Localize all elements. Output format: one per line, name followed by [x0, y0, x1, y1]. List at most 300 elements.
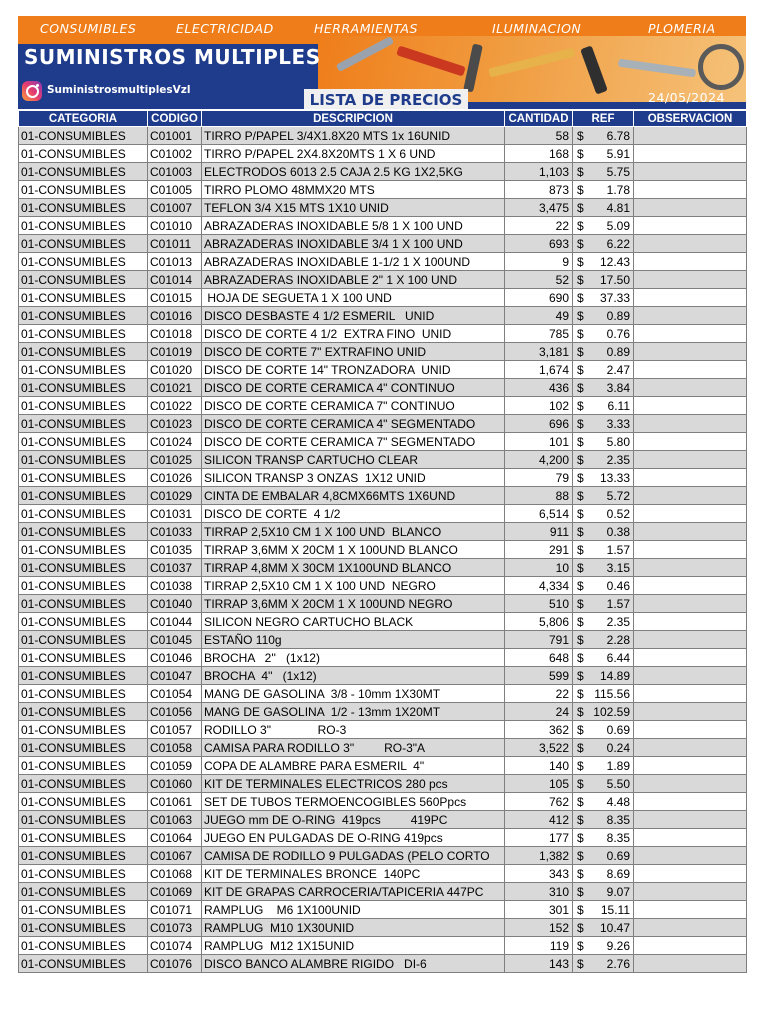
- cell-ref: [573, 379, 634, 397]
- cell-codigo: C01011: [148, 235, 202, 253]
- cell-observacion: [634, 163, 747, 181]
- cell-ref: [573, 145, 634, 163]
- cell-ref: [573, 415, 634, 433]
- cell-descripcion: ABRAZADERAS INOXIDABLE 3/4 1 X 100 UND: [202, 235, 505, 253]
- cell-cantidad: 58: [505, 127, 573, 145]
- currency-symbol: $: [577, 236, 584, 251]
- cell-categoria: 01-CONSUMIBLES: [19, 541, 148, 559]
- cell-observacion: [634, 253, 747, 271]
- cell-codigo: C01018: [148, 325, 202, 343]
- cell-descripcion: DISCO DE CORTE CERAMICA 4" CONTINUO: [202, 379, 505, 397]
- currency-symbol: $: [577, 722, 584, 737]
- ref-price: 2.47: [606, 362, 630, 377]
- table-row: [19, 883, 747, 901]
- cell-codigo: C01019: [148, 343, 202, 361]
- cell-observacion: [634, 523, 747, 541]
- cell-descripcion: RAMPLUG M12 1X15UNID: [202, 937, 505, 955]
- ref-price: 2.35: [606, 614, 630, 629]
- cell-ref: [573, 649, 634, 667]
- cell-cantidad: 10: [505, 559, 573, 577]
- cell-cantidad: 4,200: [505, 451, 573, 469]
- currency-symbol: $: [577, 290, 584, 305]
- cell-cantidad: 3,522: [505, 739, 573, 757]
- cell-observacion: [634, 559, 747, 577]
- cell-ref: [573, 505, 634, 523]
- currency-symbol: $: [577, 740, 584, 755]
- table-row: [19, 523, 747, 541]
- table-row: [19, 271, 747, 289]
- ref-price: 0.69: [606, 722, 630, 737]
- cell-codigo: C01058: [148, 739, 202, 757]
- cell-cantidad: 762: [505, 793, 573, 811]
- ref-price: 8.69: [606, 866, 630, 881]
- cell-codigo: C01003: [148, 163, 202, 181]
- ref-price: 0.89: [606, 308, 630, 323]
- currency-symbol: $: [577, 380, 584, 395]
- table-row: [19, 235, 747, 253]
- cell-observacion: [634, 361, 747, 379]
- cell-categoria: 01-CONSUMIBLES: [19, 685, 148, 703]
- cell-categoria: 01-CONSUMIBLES: [19, 433, 148, 451]
- cell-codigo: C01038: [148, 577, 202, 595]
- table-row: [19, 577, 747, 595]
- cell-codigo: C01001: [148, 127, 202, 145]
- cell-descripcion: MANG DE GASOLINA 1/2 - 13mm 1X20MT: [202, 703, 505, 721]
- table-row: [19, 505, 747, 523]
- ref-price: 2.35: [606, 452, 630, 467]
- cell-observacion: [634, 289, 747, 307]
- ref-price: 2.76: [606, 956, 630, 971]
- cell-ref: [573, 343, 634, 361]
- currency-symbol: $: [577, 632, 584, 647]
- table-row: [19, 325, 747, 343]
- cell-descripcion: HOJA DE SEGUETA 1 X 100 UND: [202, 289, 505, 307]
- cell-descripcion: KIT DE TERMINALES ELECTRICOS 280 pcs: [202, 775, 505, 793]
- cell-descripcion: RODILLO 3" RO-3: [202, 721, 505, 739]
- column-header-ref: REF: [573, 111, 634, 127]
- cell-categoria: 01-CONSUMIBLES: [19, 811, 148, 829]
- ref-price: 9.07: [606, 884, 630, 899]
- table-row: [19, 397, 747, 415]
- cell-categoria: 01-CONSUMIBLES: [19, 883, 148, 901]
- instagram-icon: [22, 81, 42, 101]
- table-row: [19, 379, 747, 397]
- cell-observacion: [634, 883, 747, 901]
- cell-categoria: 01-CONSUMIBLES: [19, 181, 148, 199]
- cell-codigo: C01031: [148, 505, 202, 523]
- cell-descripcion: JUEGO mm DE O-RING 419pcs 419PC: [202, 811, 505, 829]
- cell-categoria: 01-CONSUMIBLES: [19, 235, 148, 253]
- cell-cantidad: 690: [505, 289, 573, 307]
- table-row: [19, 559, 747, 577]
- cell-ref: [573, 919, 634, 937]
- cell-descripcion: TIRRO PLOMO 48MMX20 MTS: [202, 181, 505, 199]
- cell-categoria: 01-CONSUMIBLES: [19, 757, 148, 775]
- cell-codigo: C01016: [148, 307, 202, 325]
- page-title: LISTA DE PRECIOS: [309, 91, 463, 109]
- cell-categoria: 01-CONSUMIBLES: [19, 505, 148, 523]
- cell-codigo: C01005: [148, 181, 202, 199]
- ref-price: 1.57: [606, 596, 630, 611]
- currency-symbol: $: [577, 362, 584, 377]
- currency-symbol: $: [577, 128, 584, 143]
- currency-symbol: $: [577, 956, 584, 971]
- ref-price: 17.50: [599, 272, 630, 287]
- ref-price: 0.52: [606, 506, 630, 521]
- currency-symbol: $: [577, 920, 584, 935]
- currency-symbol: $: [577, 794, 584, 809]
- ref-price: 9.26: [606, 938, 630, 953]
- currency-symbol: $: [577, 398, 584, 413]
- table-row: [19, 307, 747, 325]
- cell-categoria: 01-CONSUMIBLES: [19, 199, 148, 217]
- currency-symbol: $: [577, 848, 584, 863]
- cell-cantidad: 785: [505, 325, 573, 343]
- cell-cantidad: 152: [505, 919, 573, 937]
- cell-ref: [573, 289, 634, 307]
- cell-cantidad: 177: [505, 829, 573, 847]
- cell-categoria: 01-CONSUMIBLES: [19, 559, 148, 577]
- cell-descripcion: DISCO DE CORTE CERAMICA 7" CONTINUO: [202, 397, 505, 415]
- cell-observacion: [634, 505, 747, 523]
- currency-symbol: $: [577, 902, 584, 917]
- cell-descripcion: DISCO DE CORTE 4 1/2 EXTRA FINO UNID: [202, 325, 505, 343]
- cell-ref: [573, 865, 634, 883]
- table-row: [19, 631, 747, 649]
- cell-descripcion: CINTA DE EMBALAR 4,8CMX66MTS 1X6UND: [202, 487, 505, 505]
- ref-price: 3.33: [606, 416, 630, 431]
- cell-ref: [573, 433, 634, 451]
- cell-descripcion: SILICON NEGRO CARTUCHO BLACK: [202, 613, 505, 631]
- currency-symbol: $: [577, 146, 584, 161]
- table-row: [19, 703, 747, 721]
- cell-ref: [573, 595, 634, 613]
- cell-codigo: C01025: [148, 451, 202, 469]
- currency-symbol: $: [577, 578, 584, 593]
- cell-cantidad: 696: [505, 415, 573, 433]
- spanner-icon: [618, 59, 696, 78]
- cell-codigo: C01059: [148, 757, 202, 775]
- ref-price: 0.24: [606, 740, 630, 755]
- cell-ref: [573, 199, 634, 217]
- table-row: [19, 865, 747, 883]
- cell-categoria: 01-CONSUMIBLES: [19, 775, 148, 793]
- cell-ref: [573, 847, 634, 865]
- currency-symbol: $: [577, 506, 584, 521]
- ref-price: 0.76: [606, 326, 630, 341]
- cell-observacion: [634, 811, 747, 829]
- cell-observacion: [634, 469, 747, 487]
- cell-codigo: C01024: [148, 433, 202, 451]
- cell-categoria: 01-CONSUMIBLES: [19, 379, 148, 397]
- cell-codigo: C01064: [148, 829, 202, 847]
- cell-codigo: C01057: [148, 721, 202, 739]
- cell-cantidad: 1,674: [505, 361, 573, 379]
- cell-ref: [573, 325, 634, 343]
- cell-cantidad: 510: [505, 595, 573, 613]
- cell-codigo: C01067: [148, 847, 202, 865]
- cell-ref: [573, 307, 634, 325]
- cell-observacion: [634, 775, 747, 793]
- table-row: [19, 181, 747, 199]
- table-row: [19, 199, 747, 217]
- cell-ref: [573, 397, 634, 415]
- cell-observacion: [634, 235, 747, 253]
- cell-codigo: C01014: [148, 271, 202, 289]
- cell-categoria: 01-CONSUMIBLES: [19, 721, 148, 739]
- cell-ref: [573, 523, 634, 541]
- ref-price: 5.75: [606, 164, 630, 179]
- ref-price: 15.11: [600, 902, 630, 917]
- cell-observacion: [634, 127, 747, 145]
- table-row: [19, 163, 747, 181]
- cell-codigo: C01037: [148, 559, 202, 577]
- cell-observacion: [634, 703, 747, 721]
- ref-price: 5.50: [606, 776, 630, 791]
- cell-codigo: C01013: [148, 253, 202, 271]
- saw-icon: [488, 47, 576, 77]
- table-row: [19, 721, 747, 739]
- cell-ref: [573, 181, 634, 199]
- currency-symbol: $: [577, 326, 584, 341]
- cell-codigo: C01061: [148, 793, 202, 811]
- cell-ref: [573, 487, 634, 505]
- cell-observacion: [634, 721, 747, 739]
- cell-categoria: 01-CONSUMIBLES: [19, 901, 148, 919]
- cell-categoria: 01-CONSUMIBLES: [19, 253, 148, 271]
- cell-categoria: 01-CONSUMIBLES: [19, 937, 148, 955]
- cell-categoria: 01-CONSUMIBLES: [19, 829, 148, 847]
- currency-symbol: $: [577, 416, 584, 431]
- cell-observacion: [634, 901, 747, 919]
- page-header: [18, 16, 746, 109]
- cell-codigo: C01020: [148, 361, 202, 379]
- cell-categoria: 01-CONSUMIBLES: [19, 595, 148, 613]
- cell-observacion: [634, 667, 747, 685]
- table-row: [19, 595, 747, 613]
- ref-price: 8.35: [606, 830, 630, 845]
- table-row: [19, 685, 747, 703]
- cell-observacion: [634, 937, 747, 955]
- cell-observacion: [634, 955, 747, 973]
- screwdriver-icon: [463, 43, 483, 92]
- cell-categoria: 01-CONSUMIBLES: [19, 793, 148, 811]
- currency-symbol: $: [577, 542, 584, 557]
- cell-codigo: C01007: [148, 199, 202, 217]
- currency-symbol: $: [577, 254, 584, 269]
- currency-symbol: $: [577, 200, 584, 215]
- cell-descripcion: TIRRAP 4,8MM X 30CM 1X100UND BLANCO: [202, 559, 505, 577]
- currency-symbol: $: [577, 524, 584, 539]
- table-row: [19, 541, 747, 559]
- cell-observacion: [634, 199, 747, 217]
- cell-cantidad: 3,181: [505, 343, 573, 361]
- cell-cantidad: 911: [505, 523, 573, 541]
- currency-symbol: $: [577, 686, 584, 701]
- cell-codigo: C01068: [148, 865, 202, 883]
- cell-categoria: 01-CONSUMIBLES: [19, 415, 148, 433]
- currency-symbol: $: [577, 164, 584, 179]
- cell-descripcion: SILICON TRANSP CARTUCHO CLEAR: [202, 451, 505, 469]
- currency-symbol: $: [577, 560, 584, 575]
- cell-ref: [573, 631, 634, 649]
- cell-categoria: 01-CONSUMIBLES: [19, 163, 148, 181]
- cell-categoria: 01-CONSUMIBLES: [19, 865, 148, 883]
- cell-descripcion: CAMISA PARA RODILLO 3" RO-3"A: [202, 739, 505, 757]
- currency-symbol: $: [577, 596, 584, 611]
- table-row: [19, 757, 747, 775]
- cell-cantidad: 4,334: [505, 577, 573, 595]
- cell-descripcion: TEFLON 3/4 X15 MTS 1X10 UNID: [202, 199, 505, 217]
- table-row: [19, 361, 747, 379]
- price-list-title-box: [304, 89, 468, 109]
- column-header-observacion: OBSERVACION: [634, 111, 747, 127]
- cell-ref: [573, 901, 634, 919]
- cell-cantidad: 362: [505, 721, 573, 739]
- table-row: [19, 469, 747, 487]
- cell-codigo: C01076: [148, 955, 202, 973]
- cell-cantidad: 101: [505, 433, 573, 451]
- table-row: [19, 955, 747, 973]
- cell-ref: [573, 757, 634, 775]
- cell-observacion: [634, 451, 747, 469]
- cell-cantidad: 1,103: [505, 163, 573, 181]
- table-row: [19, 811, 747, 829]
- table-row: [19, 919, 747, 937]
- cell-categoria: 01-CONSUMIBLES: [19, 955, 148, 973]
- tape-measure-icon: [698, 44, 744, 90]
- cell-observacion: [634, 415, 747, 433]
- column-header-codigo: CODIGO: [148, 111, 202, 127]
- table-header-row: [19, 111, 747, 127]
- ref-price: 1.78: [606, 182, 630, 197]
- cell-cantidad: 648: [505, 649, 573, 667]
- currency-symbol: $: [577, 704, 584, 719]
- currency-symbol: $: [577, 938, 584, 953]
- cell-observacion: [634, 217, 747, 235]
- cell-observacion: [634, 145, 747, 163]
- cell-ref: [573, 541, 634, 559]
- cell-cantidad: 49: [505, 307, 573, 325]
- pliers-icon: [580, 45, 608, 94]
- cell-codigo: C01074: [148, 937, 202, 955]
- ref-price: 3.84: [606, 380, 630, 395]
- cell-descripcion: SILICON TRANSP 3 ONZAS 1X12 UNID: [202, 469, 505, 487]
- cell-observacion: [634, 271, 747, 289]
- cell-codigo: C01033: [148, 523, 202, 541]
- cell-observacion: [634, 487, 747, 505]
- cell-cantidad: 6,514: [505, 505, 573, 523]
- cell-codigo: C01063: [148, 811, 202, 829]
- table-row: [19, 433, 747, 451]
- cell-ref: [573, 559, 634, 577]
- cell-codigo: C01023: [148, 415, 202, 433]
- cell-ref: [573, 577, 634, 595]
- table-row: [19, 739, 747, 757]
- cell-codigo: C01069: [148, 883, 202, 901]
- cell-cantidad: 119: [505, 937, 573, 955]
- cell-descripcion: ABRAZADERAS INOXIDABLE 5/8 1 X 100 UND: [202, 217, 505, 235]
- cell-descripcion: TIRRAP 2,5X10 CM 1 X 100 UND BLANCO: [202, 523, 505, 541]
- cell-categoria: 01-CONSUMIBLES: [19, 271, 148, 289]
- cell-ref: [573, 451, 634, 469]
- cell-descripcion: ESTAÑO 110g: [202, 631, 505, 649]
- cell-cantidad: 22: [505, 217, 573, 235]
- cell-categoria: 01-CONSUMIBLES: [19, 451, 148, 469]
- cell-cantidad: 168: [505, 145, 573, 163]
- ref-price: 1.57: [606, 542, 630, 557]
- table-row: [19, 793, 747, 811]
- ref-price: 115.56: [594, 686, 630, 701]
- cell-descripcion: TIRRAP 3,6MM X 20CM 1 X 100UND BLANCO: [202, 541, 505, 559]
- cell-descripcion: RAMPLUG M10 1X30UNID: [202, 919, 505, 937]
- cell-ref: [573, 127, 634, 145]
- cell-descripcion: KIT DE TERMINALES BRONCE 140PC: [202, 865, 505, 883]
- ref-price: 5.91: [606, 146, 630, 161]
- table-row: [19, 613, 747, 631]
- ref-price: 0.69: [606, 848, 630, 863]
- table-row: [19, 415, 747, 433]
- currency-symbol: $: [577, 668, 584, 683]
- currency-symbol: $: [577, 776, 584, 791]
- currency-symbol: $: [577, 452, 584, 467]
- cell-ref: [573, 703, 634, 721]
- ref-price: 5.72: [606, 488, 630, 503]
- cell-observacion: [634, 865, 747, 883]
- cell-ref: [573, 667, 634, 685]
- cell-categoria: 01-CONSUMIBLES: [19, 847, 148, 865]
- table-row: [19, 127, 747, 145]
- cell-codigo: C01021: [148, 379, 202, 397]
- cell-categoria: 01-CONSUMIBLES: [19, 361, 148, 379]
- cell-categoria: 01-CONSUMIBLES: [19, 703, 148, 721]
- cell-observacion: [634, 343, 747, 361]
- cell-observacion: [634, 325, 747, 343]
- cell-observacion: [634, 793, 747, 811]
- cell-categoria: 01-CONSUMIBLES: [19, 631, 148, 649]
- cell-descripcion: DISCO DE CORTE 7" EXTRAFINO UNID: [202, 343, 505, 361]
- cell-cantidad: 52: [505, 271, 573, 289]
- cell-observacion: [634, 739, 747, 757]
- cell-descripcion: ELECTRODOS 6013 2.5 CAJA 2.5 KG 1X2,5KG: [202, 163, 505, 181]
- cell-observacion: [634, 631, 747, 649]
- nav-consumibles: CONSUMIBLES: [40, 21, 137, 36]
- cell-descripcion: KIT DE GRAPAS CARROCERIA/TAPICERIA 447PC: [202, 883, 505, 901]
- cell-observacion: [634, 397, 747, 415]
- ref-price: 1.89: [606, 758, 630, 773]
- cell-descripcion: TIRRAP 2,5X10 CM 1 X 100 UND NEGRO: [202, 577, 505, 595]
- cell-categoria: 01-CONSUMIBLES: [19, 217, 148, 235]
- ref-price: 4.81: [606, 200, 630, 215]
- cell-categoria: 01-CONSUMIBLES: [19, 307, 148, 325]
- cell-ref: [573, 793, 634, 811]
- cell-codigo: C01045: [148, 631, 202, 649]
- cell-observacion: [634, 847, 747, 865]
- cell-ref: [573, 721, 634, 739]
- column-header-cantidad: CANTIDAD: [505, 111, 573, 127]
- cell-codigo: C01026: [148, 469, 202, 487]
- price-table: [18, 110, 747, 973]
- cell-codigo: C01040: [148, 595, 202, 613]
- ref-price: 6.78: [606, 128, 630, 143]
- cell-observacion: [634, 595, 747, 613]
- currency-symbol: $: [577, 218, 584, 233]
- currency-symbol: $: [577, 488, 584, 503]
- cell-observacion: [634, 613, 747, 631]
- cell-descripcion: TIRRO P/PAPEL 3/4X1.8X20 MTS 1x 16UNID: [202, 127, 505, 145]
- cell-observacion: [634, 433, 747, 451]
- cell-categoria: 01-CONSUMIBLES: [19, 613, 148, 631]
